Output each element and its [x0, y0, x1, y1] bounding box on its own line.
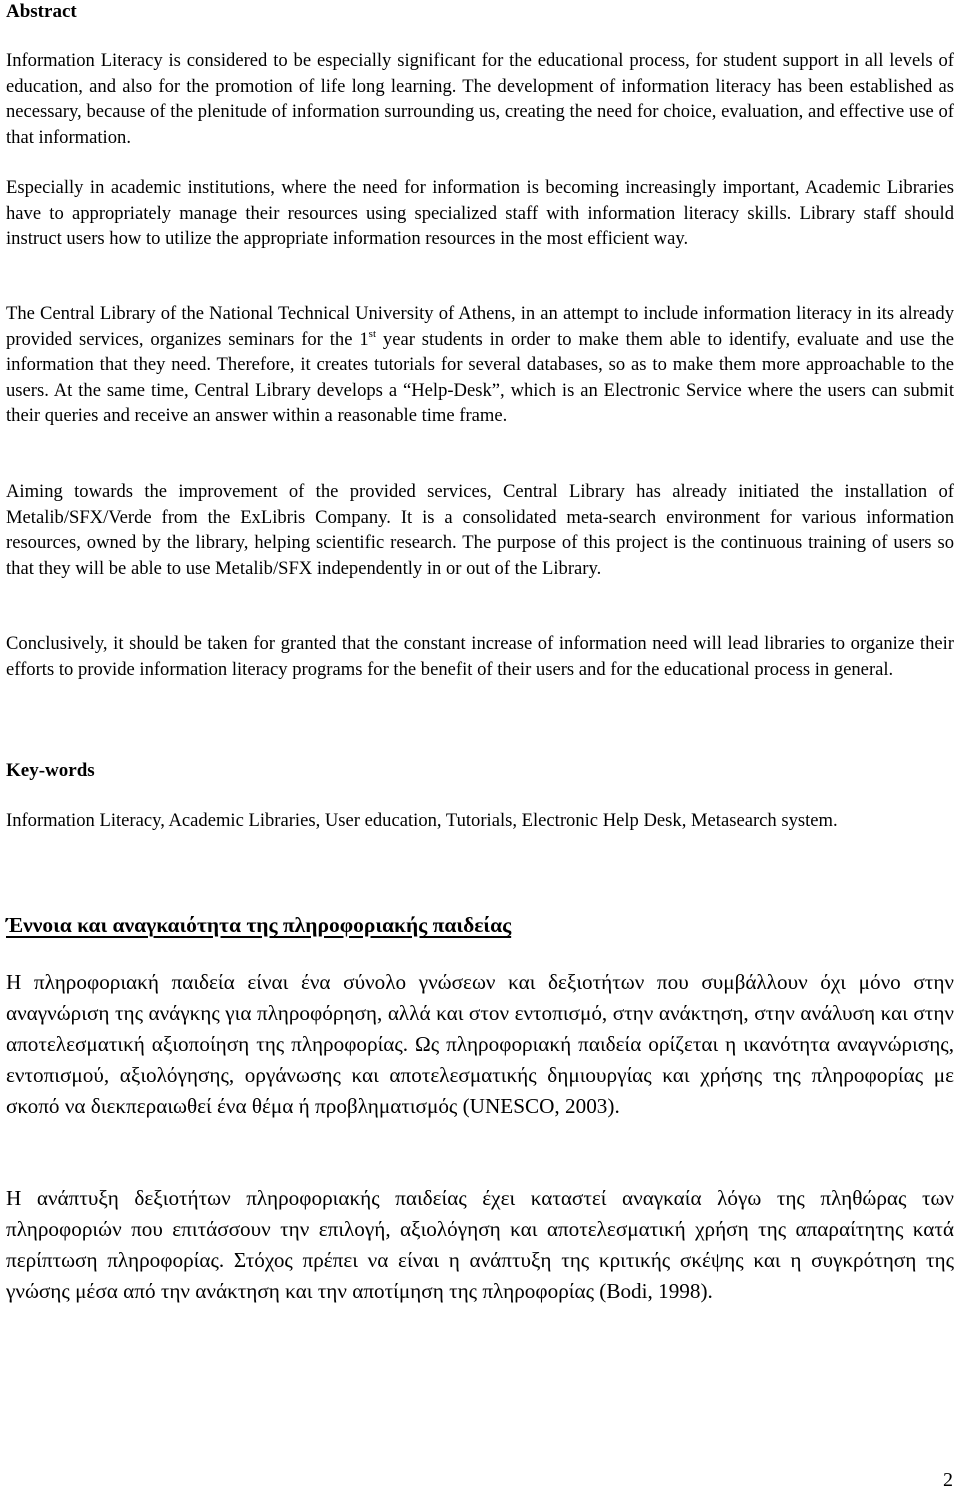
abstract-paragraph-3-end: year students in order to make them able to identify, evaluate and use the information that they need. Therefore, it creates tutorials for several databases, so as to make them more approachable to the users. At the same time, Central Library develops a “Help-Desk”, which is an Electronic Service where the users can submit their queries and receive an answer within a reasonable time frame. — [6, 328, 955, 426]
greek-paragraph-2: Η ανάπτυξη δεξιοτήτων πληροφοριακής παιδείας έχει καταστεί αναγκαία λόγω της πληθώρας των πληροφοριών που επιτάσσουν την επιλογή, αξιολόγηση και αποτελεσματική χρήση της απαραίτητης κατά περίπτωση πληροφορίας. Στόχος πρέπει να είναι η ανάπτυξη της κριτικής σκέψης και η συγκρότηση της γνώσης μέσα από την ανάκτηση και την αποτίμηση της πληροφορίας (Bodi, 1998). — [6, 1186, 954, 1303]
abstract-paragraph-5: Conclusively, it should be taken for granted that the constant increase of information need will lead libraries to organize their efforts to provide information literacy programs for the benefit of their users and for the educational process in general. — [6, 633, 954, 680]
greek-paragraph-1: Η πληροφοριακή παιδεία είναι ένα σύνολο γνώσεων και δεξιοτήτων που συμβάλλουν όχι μόνο στην αναγνώριση της ανάγκης για πληροφόρηση, αλλά και στον εντοπισμό, στην ανάκτηση, στην ανάλυση και στην αποτελεσματική αξιοποίηση της πληροφορίας. Ως πληροφοριακή παιδεία ορίζεται η ικανότητα αναγνώρισης, εντοπισμού, αξιολόγησης, οργάνωσης και αποτελεσματικής δημιουργίας και χρήσης της πληροφορίας με σκοπό να διεκπεραιωθεί ένα θέμα ή προβληματισμός (UNESCO, 2003). — [6, 970, 954, 1118]
keywords-heading: Key-words — [6, 760, 95, 781]
abstract-paragraph-3 — [6, 301, 954, 429]
abstract-paragraph-1: Information Literacy is considered to be especially significant for the educational process, for student support in all levels of education, and also for the promotion of life long learning. The development of information literacy has been established as necessary, because of the plenitude of information surrounding us, creating the need for choice, evaluation, and effective use of that information. — [6, 50, 954, 148]
abstract-heading: Abstract — [6, 1, 77, 22]
ordinal-superscript: st — [368, 327, 377, 340]
abstract-paragraph-2: Especially in academic institutions, where the need for information is becoming increasingly important, Academic Libraries have to appropriately manage their resources using specialized staff with information literacy skills. Library staff should instruct users how to utilize the appropriate information resources in the most efficient way. — [6, 177, 954, 249]
greek-section-heading: Έννοια και αναγκαιότητα της πληροφοριακής παιδείας — [6, 913, 512, 937]
abstract-paragraph-3-start: The Central Library of the National Technical University of Athens, in an attempt to include information literacy in its already provided services, organizes seminars for the 1 — [6, 303, 954, 350]
page-number: 2 — [943, 1469, 953, 1491]
keywords-text: Information Literacy, Academic Libraries, User education, Tutorials, Electronic Help Desk, Metasearch system. — [6, 810, 838, 831]
abstract-paragraph-4: Aiming towards the improvement of the provided services, Central Library has already initiated the installation of Metalib/SFX/Verde from the ExLibris Company. It is a consolidated meta-search environment for various information resources, owned by the library, helping scientific research. The purpose of this project is the continuous training of users so that they will be able to use Metalib/SFX independently in or out of the Library. — [6, 481, 954, 579]
